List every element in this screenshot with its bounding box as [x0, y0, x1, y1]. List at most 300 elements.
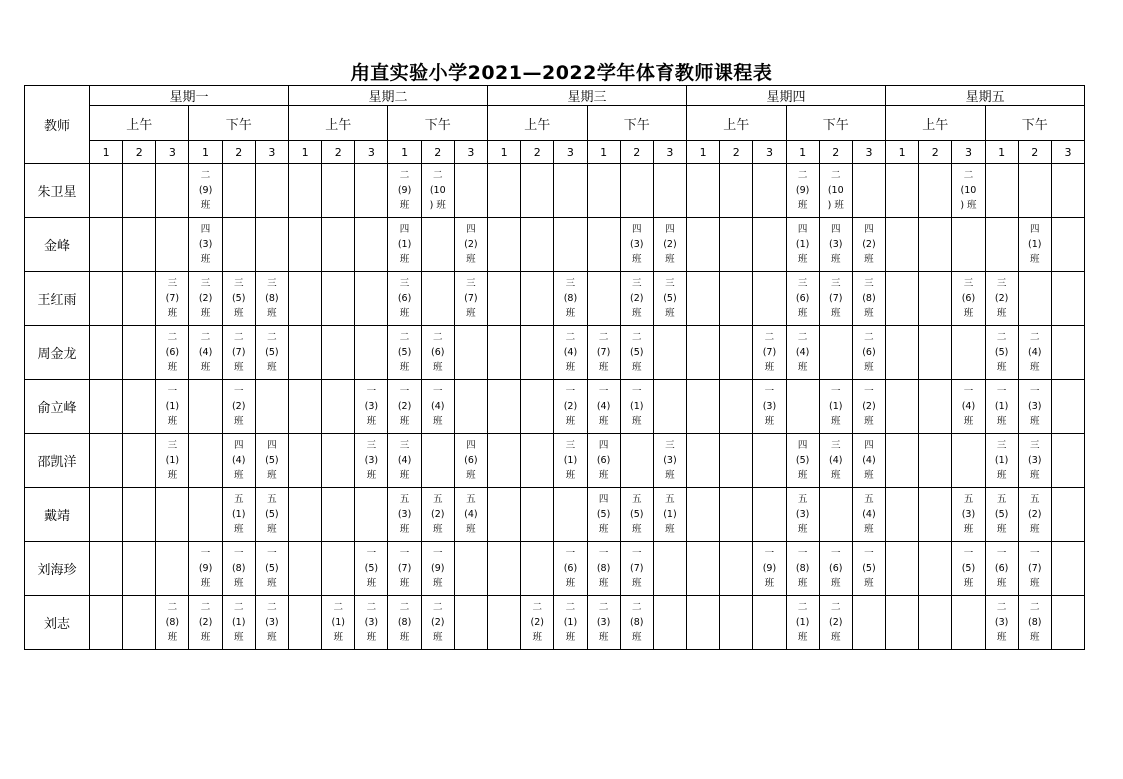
class-assignment: 三 (2) 班 [198, 278, 213, 319]
class-assignment: 二 (5) 班 [994, 332, 1009, 373]
class-assignment: 四 (6) 班 [464, 440, 478, 481]
schedule-cell [919, 434, 952, 488]
schedule-cell [687, 164, 720, 218]
schedule-cell [985, 434, 1018, 488]
class-assignment: 二 (6) 班 [165, 332, 180, 373]
schedule-cell [156, 218, 189, 272]
schedule-cell [886, 164, 919, 218]
schedule-cell [952, 326, 985, 380]
period-number: 3 [454, 141, 487, 164]
schedule-cell [421, 218, 454, 272]
schedule-cell [985, 218, 1018, 272]
schedule-cell [919, 380, 952, 434]
schedule-cell [819, 542, 852, 596]
schedule-cell [985, 326, 1018, 380]
period-number: 2 [620, 141, 653, 164]
schedule-cell [687, 488, 720, 542]
period-number: 2 [819, 141, 852, 164]
teacher-row [25, 434, 1085, 488]
schedule-cell [852, 164, 885, 218]
class-assignment: 三 (1) 班 [563, 440, 578, 481]
class-assignment: 一 (2) 班 [862, 386, 876, 427]
class-assignment: 三 (3) 班 [364, 440, 379, 481]
schedule-cell [255, 218, 288, 272]
class-assignment: 二 (8) 班 [165, 602, 180, 643]
schedule-cell [620, 326, 653, 380]
schedule-cell [488, 380, 521, 434]
class-assignment: 二 (9) 班 [198, 170, 213, 211]
schedule-cell [587, 272, 620, 326]
schedule-cell [322, 596, 355, 650]
schedule-cell [189, 380, 222, 434]
schedule-cell [554, 596, 587, 650]
class-assignment: 一 (7) 班 [397, 548, 412, 589]
class-assignment: 一 (1) 班 [165, 386, 180, 427]
schedule-cell [123, 380, 156, 434]
schedule-cell [985, 542, 1018, 596]
schedule-cell [255, 542, 288, 596]
class-assignment: 二 (2) 班 [530, 602, 544, 643]
class-assignment: 三 (8) 班 [862, 278, 876, 319]
period-number: 1 [289, 141, 322, 164]
schedule-cell [355, 488, 388, 542]
period-header-row [25, 141, 1085, 164]
schedule-cell [355, 326, 388, 380]
schedule-cell [289, 218, 322, 272]
class-assignment: 二 (4) 班 [1028, 332, 1042, 373]
day-header: 星期五 [886, 86, 1085, 106]
schedule-cell [488, 272, 521, 326]
schedule-cell [222, 596, 255, 650]
schedule-cell [454, 596, 487, 650]
schedule-cell [819, 326, 852, 380]
class-assignment: 一 (2) 班 [397, 386, 412, 427]
schedule-cell [255, 164, 288, 218]
schedule-cell [587, 542, 620, 596]
schedule-cell [355, 596, 388, 650]
schedule-cell [886, 434, 919, 488]
class-assignment: 三 (1) 班 [994, 440, 1009, 481]
period-number: 1 [388, 141, 421, 164]
schedule-cell [653, 218, 686, 272]
class-assignment: 二 (9) 班 [397, 170, 412, 211]
class-assignment: 一 (9) 班 [198, 548, 213, 589]
schedule-cell [1051, 488, 1084, 542]
schedule-cell [488, 596, 521, 650]
schedule-cell [421, 164, 454, 218]
schedule-cell [454, 218, 487, 272]
class-assignment: 二 (3) 班 [364, 602, 379, 643]
class-assignment: 五 (3) 班 [397, 494, 412, 535]
schedule-cell [620, 272, 653, 326]
schedule-cell [289, 542, 322, 596]
period-number: 1 [687, 141, 720, 164]
schedule-cell [90, 272, 123, 326]
period-number: 3 [753, 141, 786, 164]
class-assignment: 一 (8) 班 [231, 548, 246, 589]
schedule-cell [1051, 380, 1084, 434]
schedule-cell [620, 596, 653, 650]
schedule-cell [123, 596, 156, 650]
teacher-row [25, 542, 1085, 596]
schedule-cell [388, 272, 421, 326]
schedule-cell [886, 272, 919, 326]
half-day-header: 上午 [687, 106, 786, 141]
class-assignment: 三 (1) 班 [165, 440, 180, 481]
teacher-name: 刘志 [25, 596, 90, 650]
schedule-cell [156, 434, 189, 488]
schedule-cell [720, 542, 753, 596]
schedule-cell [653, 164, 686, 218]
class-assignment: 二 (7) 班 [762, 332, 777, 373]
class-assignment: 五 (4) 班 [464, 494, 478, 535]
class-assignment: 四 (3) 班 [198, 224, 213, 265]
schedule-cell [819, 164, 852, 218]
day-header: 星期一 [90, 86, 289, 106]
schedule-cell [819, 596, 852, 650]
schedule-cell [852, 488, 885, 542]
schedule-cell [289, 380, 322, 434]
schedule-cell [554, 380, 587, 434]
schedule-cell [454, 488, 487, 542]
class-assignment: 四 (3) 班 [829, 224, 843, 265]
schedule-cell [1018, 326, 1051, 380]
class-assignment: 二 (4) 班 [563, 332, 578, 373]
period-number: 3 [952, 141, 985, 164]
schedule-cell [355, 272, 388, 326]
schedule-cell [388, 164, 421, 218]
teacher-column-header: 教师 [25, 86, 90, 164]
schedule-cell [355, 164, 388, 218]
class-assignment: 二 (7) 班 [231, 332, 246, 373]
schedule-cell [156, 272, 189, 326]
schedule-cell [388, 218, 421, 272]
class-assignment: 五 (1) 班 [231, 494, 246, 535]
schedule-cell [355, 434, 388, 488]
schedule-cell [1018, 596, 1051, 650]
class-assignment: 一 (7) 班 [630, 548, 644, 589]
period-number: 3 [255, 141, 288, 164]
class-assignment: 二 (3) 班 [994, 602, 1009, 643]
teacher-name: 金峰 [25, 218, 90, 272]
schedule-cell [421, 434, 454, 488]
class-assignment: 二 (10 ) 班 [960, 170, 977, 211]
schedule-cell [90, 596, 123, 650]
schedule-cell [753, 272, 786, 326]
schedule-cell [720, 434, 753, 488]
half-day-header: 上午 [488, 106, 587, 141]
period-number: 2 [720, 141, 753, 164]
teacher-row [25, 380, 1085, 434]
class-assignment: 一 (8) 班 [596, 548, 611, 589]
half-day-header: 上午 [886, 106, 985, 141]
schedule-cell [1018, 542, 1051, 596]
schedule-cell [1018, 164, 1051, 218]
schedule-cell [720, 488, 753, 542]
class-assignment: 一 (5) 班 [265, 548, 279, 589]
class-assignment: 一 (1) 班 [630, 386, 644, 427]
schedule-cell [123, 218, 156, 272]
schedule-cell [786, 218, 819, 272]
day-header: 星期三 [488, 86, 687, 106]
schedule-cell [720, 272, 753, 326]
schedule-cell [222, 326, 255, 380]
class-assignment: 四 (5) 班 [795, 440, 810, 481]
schedule-cell [653, 380, 686, 434]
schedule-cell [587, 326, 620, 380]
schedule-cell [852, 542, 885, 596]
class-assignment: 一 (1) 班 [829, 386, 843, 427]
schedule-cell [720, 218, 753, 272]
class-assignment: 四 (1) 班 [397, 224, 412, 265]
day-header-row [25, 86, 1085, 106]
schedule-cell [554, 164, 587, 218]
class-assignment: 二 (8) 班 [397, 602, 412, 643]
schedule-cell [222, 542, 255, 596]
schedule-cell [952, 434, 985, 488]
schedule-cell [222, 218, 255, 272]
schedule-cell [521, 326, 554, 380]
period-number: 3 [852, 141, 885, 164]
class-assignment: 二 (6) 班 [430, 332, 445, 373]
teacher-name: 戴靖 [25, 488, 90, 542]
period-number: 1 [90, 141, 123, 164]
schedule-table [24, 85, 1085, 650]
teacher-row [25, 326, 1085, 380]
schedule-cell [753, 326, 786, 380]
class-assignment: 四 (6) 班 [596, 440, 611, 481]
schedule-cell [554, 218, 587, 272]
schedule-cell [521, 488, 554, 542]
class-assignment: 一 (6) 班 [994, 548, 1009, 589]
period-number: 2 [123, 141, 156, 164]
class-assignment: 三 (2) 班 [994, 278, 1009, 319]
period-number: 2 [919, 141, 952, 164]
schedule-cell [786, 326, 819, 380]
schedule-cell [952, 488, 985, 542]
class-assignment: 三 (7) 班 [464, 278, 478, 319]
schedule-cell [819, 488, 852, 542]
schedule-cell [123, 326, 156, 380]
period-number: 3 [156, 141, 189, 164]
half-day-header: 上午 [289, 106, 388, 141]
schedule-cell [355, 380, 388, 434]
period-number: 2 [222, 141, 255, 164]
half-day-header: 下午 [985, 106, 1085, 141]
schedule-cell [123, 542, 156, 596]
schedule-cell [156, 542, 189, 596]
class-assignment: 三 (5) 班 [663, 278, 677, 319]
schedule-cell [355, 542, 388, 596]
schedule-cell [454, 542, 487, 596]
class-assignment: 五 (1) 班 [663, 494, 677, 535]
schedule-cell [687, 380, 720, 434]
class-assignment: 二 (1) 班 [795, 602, 810, 643]
schedule-cell [720, 380, 753, 434]
schedule-cell [388, 380, 421, 434]
schedule-cell [587, 380, 620, 434]
schedule-cell [554, 434, 587, 488]
schedule-cell [919, 326, 952, 380]
class-assignment: 二 (5) 班 [630, 332, 644, 373]
schedule-cell [819, 218, 852, 272]
schedule-cell [521, 380, 554, 434]
schedule-cell [156, 326, 189, 380]
schedule-cell [189, 272, 222, 326]
class-assignment: 四 (1) 班 [1028, 224, 1042, 265]
class-assignment: 五 (5) 班 [994, 494, 1009, 535]
schedule-cell [454, 272, 487, 326]
schedule-cell [554, 326, 587, 380]
class-assignment: 二 (2) 班 [198, 602, 213, 643]
schedule-cell [289, 434, 322, 488]
schedule-cell [454, 164, 487, 218]
class-assignment: 三 (3) 班 [1028, 440, 1042, 481]
class-assignment: 二 (8) 班 [630, 602, 644, 643]
schedule-cell [156, 596, 189, 650]
schedule-cell [322, 272, 355, 326]
teacher-row [25, 596, 1085, 650]
schedule-cell [1051, 542, 1084, 596]
schedule-cell [189, 488, 222, 542]
class-assignment: 三 (5) 班 [231, 278, 246, 319]
teacher-name: 周金龙 [25, 326, 90, 380]
class-assignment: 一 (4) 班 [596, 386, 611, 427]
schedule-cell [687, 596, 720, 650]
schedule-cell [620, 488, 653, 542]
schedule-cell [1051, 164, 1084, 218]
schedule-cell [90, 434, 123, 488]
schedule-cell [753, 434, 786, 488]
schedule-cell [289, 488, 322, 542]
class-assignment: 一 (5) 班 [862, 548, 876, 589]
schedule-cell [454, 434, 487, 488]
schedule-cell [123, 272, 156, 326]
schedule-cell [653, 542, 686, 596]
schedule-cell [1018, 488, 1051, 542]
class-assignment: 二 (8) 班 [1028, 602, 1042, 643]
class-assignment: 一 (2) 班 [231, 386, 246, 427]
schedule-cell [919, 596, 952, 650]
schedule-cell [90, 380, 123, 434]
schedule-cell [753, 596, 786, 650]
schedule-cell [1018, 218, 1051, 272]
class-assignment: 二 (6) 班 [862, 332, 876, 373]
class-assignment: 三 (3) 班 [663, 440, 677, 481]
schedule-cell [289, 326, 322, 380]
teacher-name: 朱卫星 [25, 164, 90, 218]
class-assignment: 五 (2) 班 [430, 494, 445, 535]
half-day-header: 上午 [90, 106, 189, 141]
schedule-cell [322, 326, 355, 380]
class-assignment: 四 (5) 班 [265, 440, 279, 481]
schedule-cell [819, 380, 852, 434]
schedule-cell [222, 488, 255, 542]
schedule-cell [753, 164, 786, 218]
class-assignment: 二 (4) 班 [795, 332, 810, 373]
schedule-cell [819, 272, 852, 326]
schedule-cell [554, 488, 587, 542]
class-assignment: 三 (6) 班 [795, 278, 810, 319]
schedule-cell [521, 218, 554, 272]
schedule-cell [488, 542, 521, 596]
schedule-cell [421, 542, 454, 596]
schedule-cell [1018, 434, 1051, 488]
schedule-cell [587, 596, 620, 650]
class-assignment: 一 (4) 班 [430, 386, 445, 427]
schedule-cell [786, 380, 819, 434]
schedule-cell [786, 542, 819, 596]
schedule-cell [753, 542, 786, 596]
class-assignment: 二 (5) 班 [265, 332, 279, 373]
schedule-cell [1051, 272, 1084, 326]
class-assignment: 一 (6) 班 [563, 548, 578, 589]
schedule-cell [222, 380, 255, 434]
schedule-cell [852, 272, 885, 326]
schedule-cell [289, 272, 322, 326]
period-number: 1 [886, 141, 919, 164]
schedule-cell [852, 380, 885, 434]
schedule-cell [852, 218, 885, 272]
schedule-cell [123, 488, 156, 542]
class-assignment: 二 (1) 班 [563, 602, 578, 643]
schedule-cell [1051, 434, 1084, 488]
schedule-cell [388, 596, 421, 650]
class-assignment: 四 (2) 班 [663, 224, 677, 265]
schedule-cell [786, 488, 819, 542]
schedule-cell [919, 542, 952, 596]
class-assignment: 四 (4) 班 [231, 440, 246, 481]
schedule-cell [952, 164, 985, 218]
schedule-cell [90, 326, 123, 380]
period-number: 3 [355, 141, 388, 164]
schedule-cell [255, 326, 288, 380]
schedule-cell [189, 326, 222, 380]
schedule-cell [753, 380, 786, 434]
schedule-cell [189, 542, 222, 596]
schedule-cell [720, 164, 753, 218]
schedule-cell [488, 218, 521, 272]
schedule-cell [587, 488, 620, 542]
schedule-cell [587, 164, 620, 218]
schedule-cell [886, 380, 919, 434]
schedule-cell [786, 434, 819, 488]
class-assignment: 一 (4) 班 [961, 386, 976, 427]
schedule-cell [554, 542, 587, 596]
schedule-cell [720, 596, 753, 650]
class-assignment: 二 (10 ) 班 [827, 170, 844, 211]
schedule-cell [587, 218, 620, 272]
class-assignment: 二 (4) 班 [198, 332, 213, 373]
class-assignment: 一 (9) 班 [430, 548, 445, 589]
class-assignment: 四 (1) 班 [795, 224, 810, 265]
schedule-cell [952, 272, 985, 326]
schedule-cell [355, 218, 388, 272]
schedule-cell [886, 542, 919, 596]
period-number: 1 [985, 141, 1018, 164]
schedule-cell [488, 488, 521, 542]
period-number: 1 [786, 141, 819, 164]
class-assignment: 二 (5) 班 [397, 332, 412, 373]
schedule-cell [653, 272, 686, 326]
schedule-cell [388, 434, 421, 488]
schedule-cell [1018, 272, 1051, 326]
schedule-cell [919, 218, 952, 272]
schedule-cell [753, 488, 786, 542]
schedule-cell [919, 488, 952, 542]
class-assignment: 一 (5) 班 [364, 548, 379, 589]
teacher-row [25, 164, 1085, 218]
